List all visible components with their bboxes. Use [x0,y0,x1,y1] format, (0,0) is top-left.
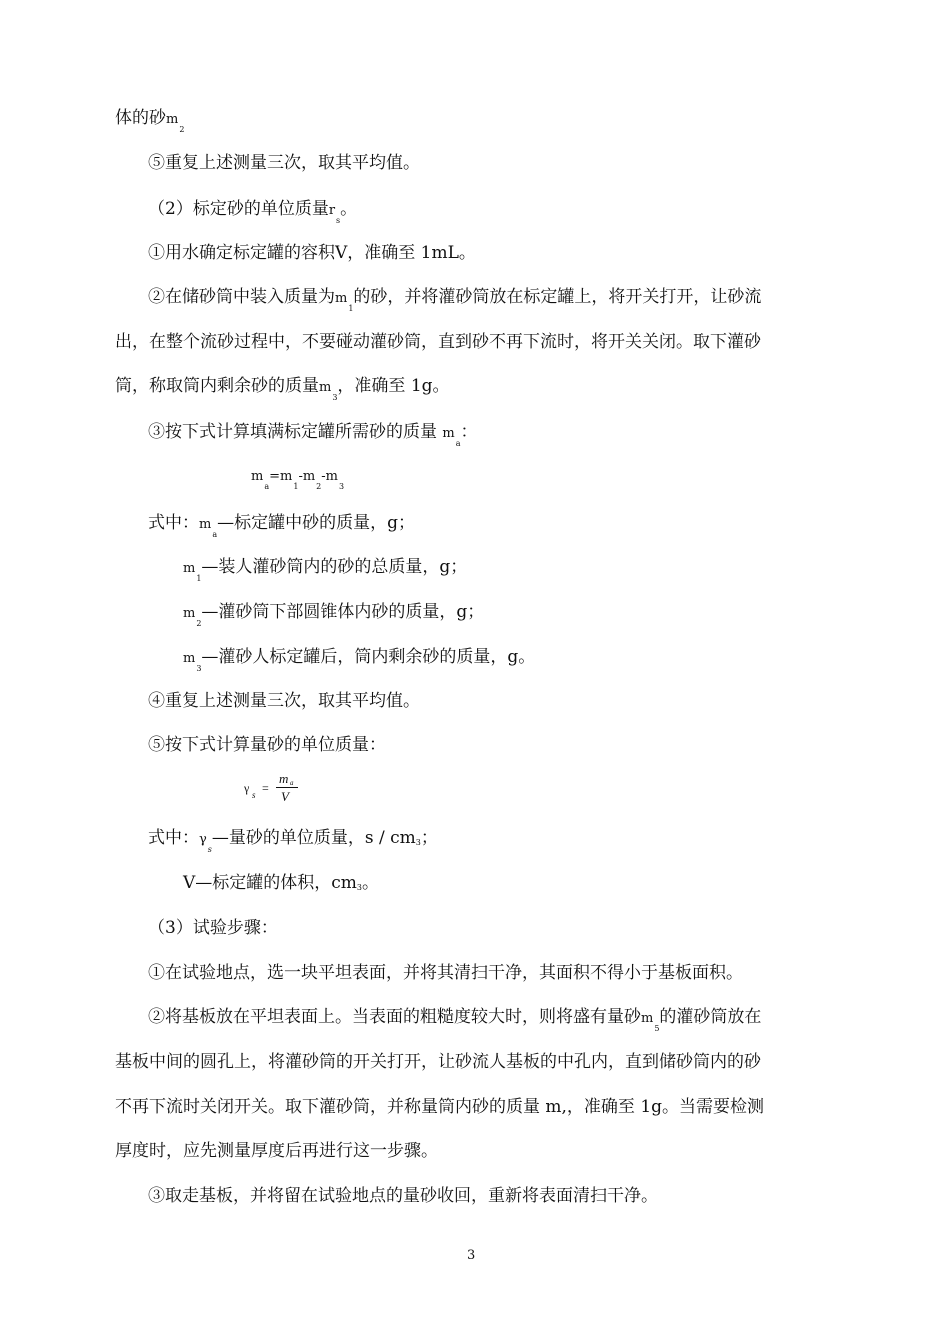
formula-legend-line: $m_3—$灌砂人标定罐后，筒内剩余砂的质量，g。 [183,647,536,673]
text-line: 不再下流时关闭开关。取下灌砂筒，并称量筒内砂的质量 m,，准确至 1g。当需要检测 [115,1097,765,1117]
section-heading: （2）标定砂的单位质量$r_s$。 [148,199,358,225]
section-heading: （3）试验步骤： [148,918,278,938]
text-line: ⑤按下式计算量砂的单位质量： [148,735,386,755]
page-number: 3 [467,1248,476,1263]
formula-legend-line: $m_2—$灌砂筒下部圆锥体内砂的质量，g； [183,602,485,628]
text-line: 出，在整个流砂过程中，不要碰动灌砂筒，直到砂不再下流时，将开关关闭。取下灌砂 [115,332,761,352]
formula-legend-line: 式中：$m_a—$标定罐中砂的质量，g； [148,513,415,539]
text-line: ②在储砂筒中装入质量为$m_1$的砂，并将灌砂筒放在标定罐上，将开关打开，让砂流 [148,287,762,313]
text-line: 筒，称取筒内剩余砂的质量$m_3$，准确至 1g。 [115,376,450,402]
text-line: 体的砂$m_2$ [115,108,185,134]
text-line: ③按下式计算填满标定罐所需砂的质量 $m_a$： [148,422,478,448]
formula-ma: $m_a=m_1-m_2-m_3$ [251,469,345,491]
text-line: ③取走基板，并将留在试验地点的量砂收回，重新将表面清扫干净。 [148,1186,658,1206]
formula-gamma: γ s = m a V [240,770,310,810]
formula-legend-line: $m_1—$装人灌砂筒内的砂的总质量，g； [183,557,468,583]
fraction-bar [276,787,298,788]
text-line: ①用水确定标定罐的容积V，准确至 1mL。 [148,243,476,263]
formula-legend-line: 式中：$\gamma_s—$量砂的单位质量，s / cm3； [148,828,438,854]
text-line: ②将基板放在平坦表面上。当表面的粗糙度较大时，则将盛有量砂$m_5$的灌砂筒放在 [148,1007,762,1033]
text-line: 厚度时，应先测量厚度后再进行这一步骤。 [115,1141,438,1161]
text-line: ④重复上述测量三次，取其平均值。 [148,691,420,711]
text-line: ①在试验地点，选一块平坦表面，并将其清扫干净，其面积不得小于基板面积。 [148,963,743,983]
text-line: 基板中间的圆孔上，将灌砂筒的开关打开，让砂流人基板的中孔内，直到储砂筒内的砂 [115,1052,761,1072]
text-line: ⑤重复上述测量三次，取其平均值。 [148,153,420,173]
formula-legend-line: V—标定罐的体积，cm3。 [183,873,380,893]
